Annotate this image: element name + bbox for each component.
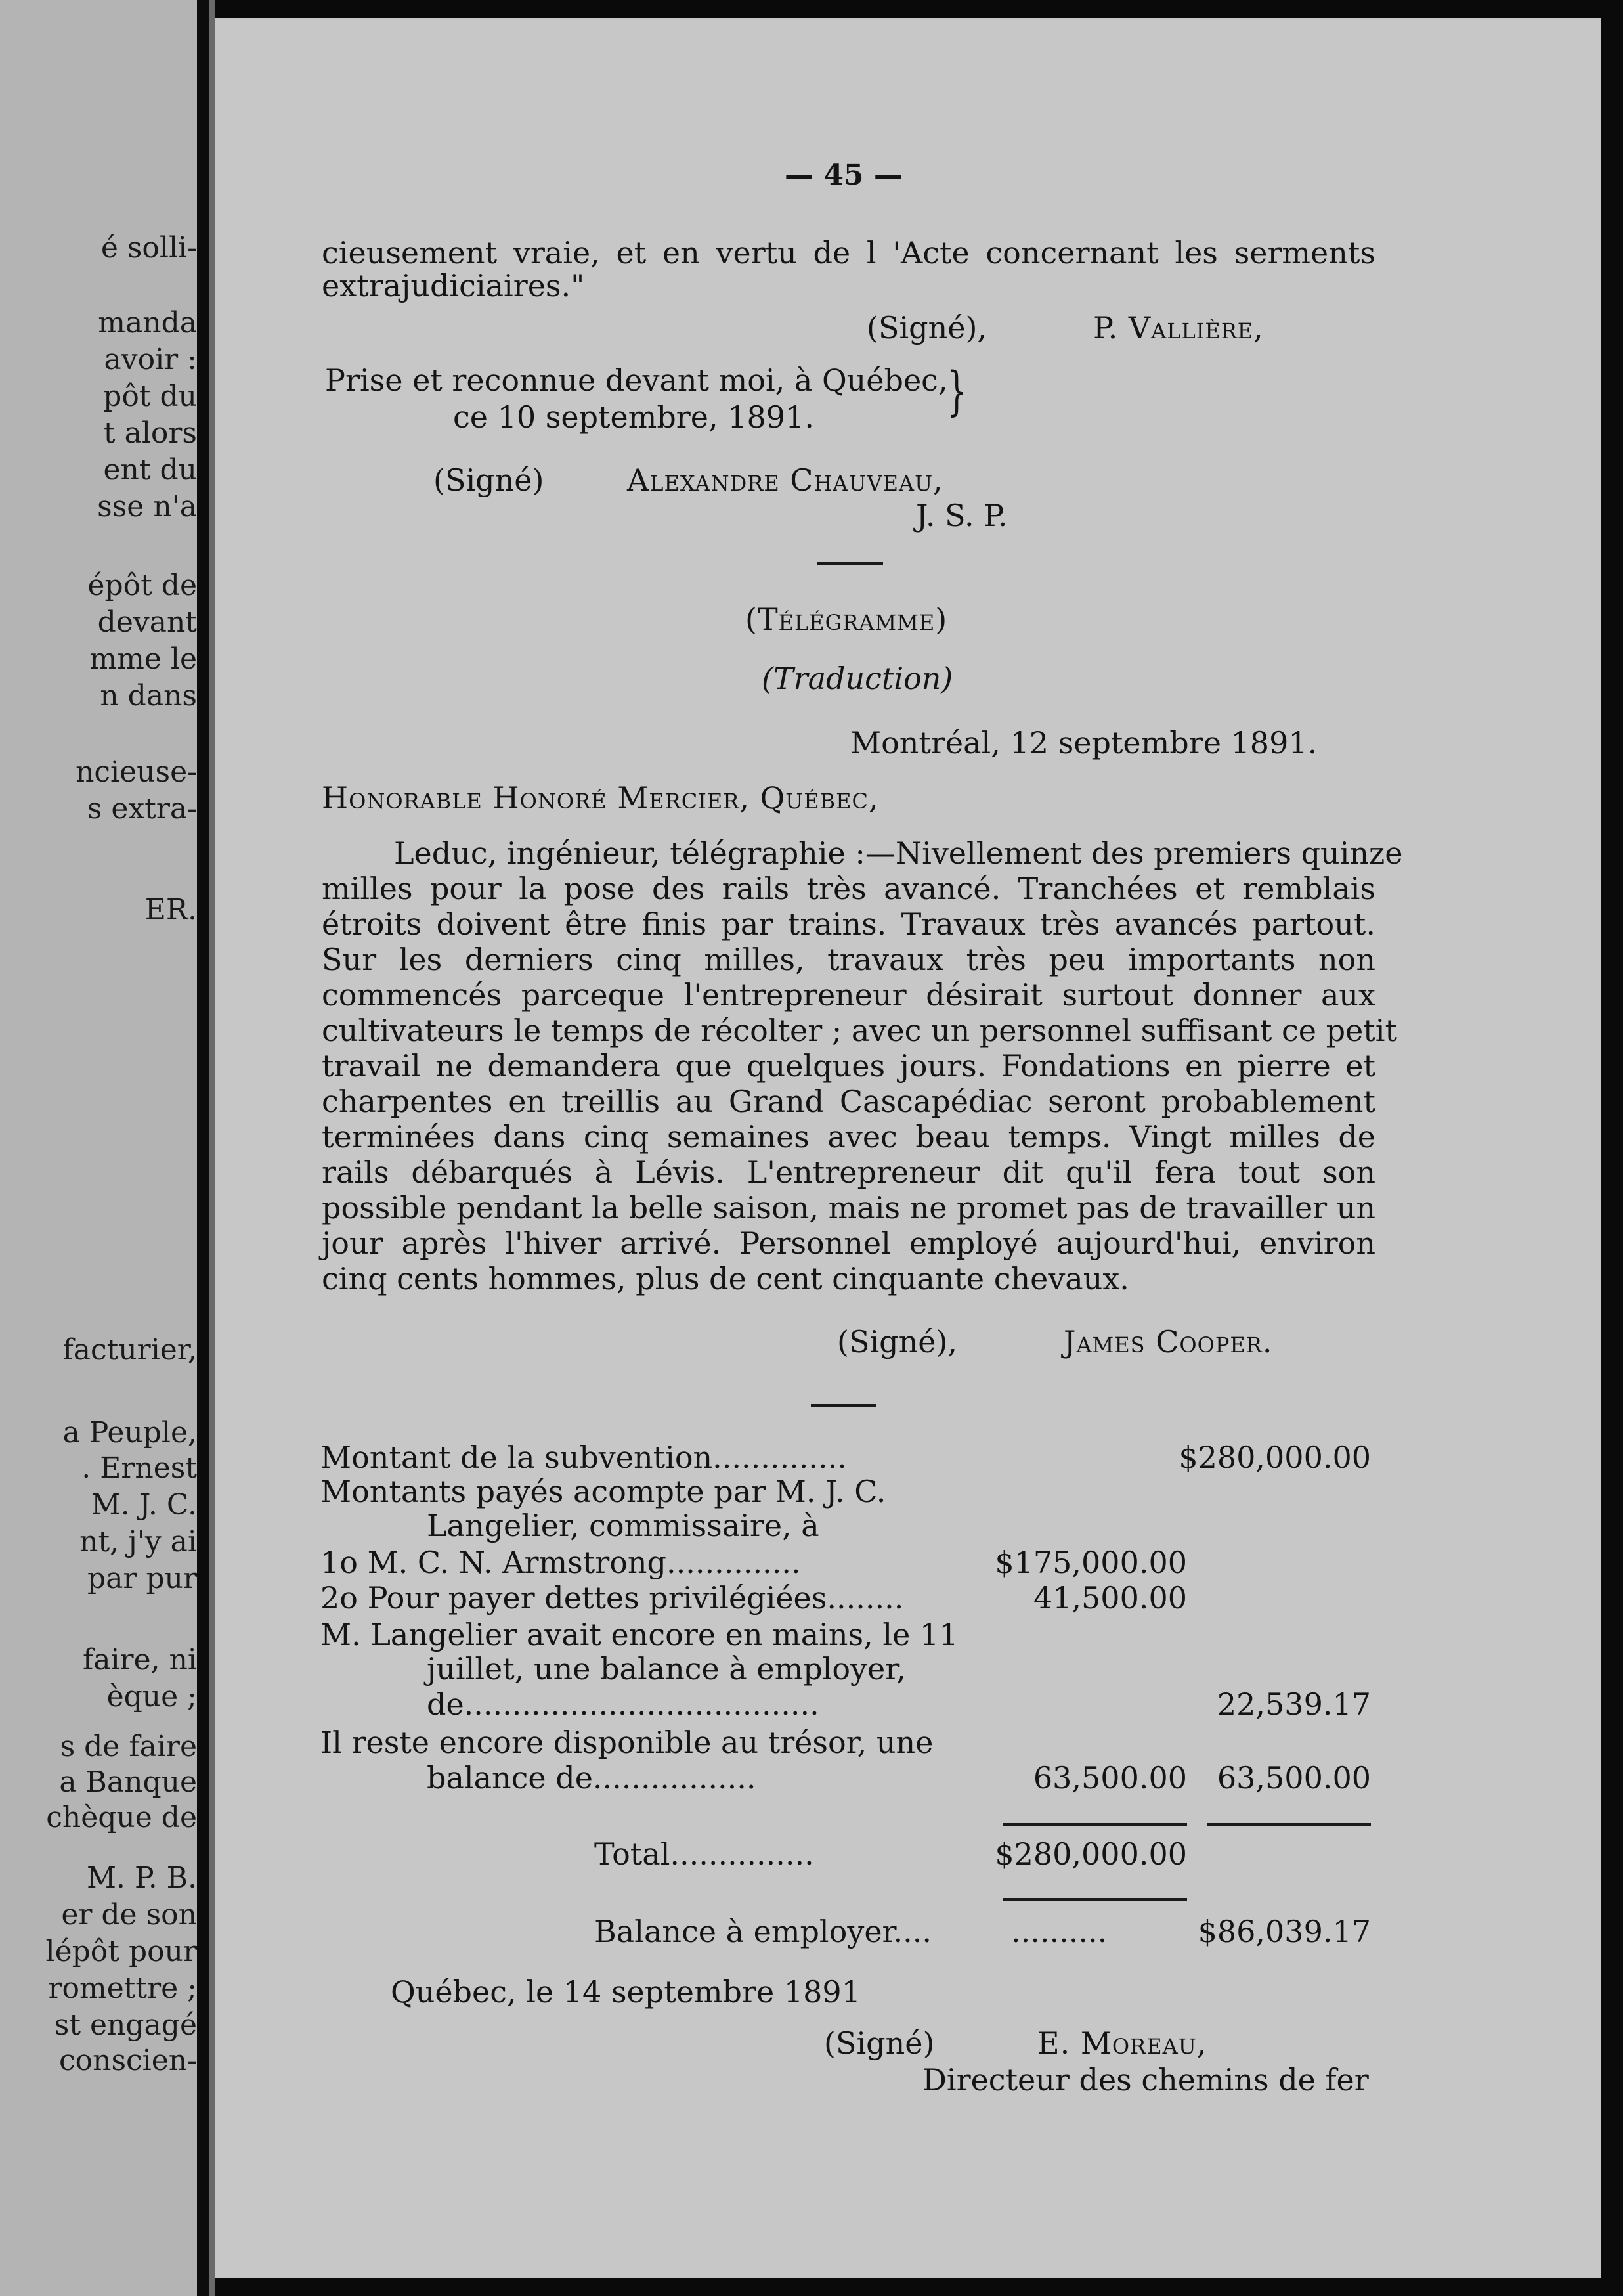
left-fragment-line: M. P. B. bbox=[86, 1861, 197, 1895]
closing-dateline: Québec, le 14 septembre 1891 bbox=[391, 1974, 861, 2010]
telegram-body-line: cultivateurs le temps de récolter ; avec un personnel suffisant ce petit bbox=[322, 1013, 1397, 1048]
account-label-cont: balance de................. bbox=[427, 1760, 756, 1796]
left-fragment-line: devant bbox=[97, 606, 197, 639]
telegram-body-line: possible pendant la belle saison, mais ne promet pas de travailler un bbox=[322, 1190, 1376, 1225]
telegram-body-line: commencés parceque l'entrepreneur désirait surtout donner aux bbox=[322, 977, 1375, 1013]
section-divider bbox=[817, 562, 883, 565]
telegram-subheading: (Traduction) bbox=[762, 661, 953, 696]
left-fragment-line: ncieuse- bbox=[76, 755, 197, 789]
left-fragment-line: s de faire bbox=[60, 1730, 197, 1763]
account-label: Montant de la subvention.............. bbox=[320, 1440, 847, 1475]
account-label: Il reste encore disponible au trésor, une bbox=[320, 1725, 934, 1760]
telegram-body-line: Leduc, ingénieur, télégraphie :—Nivellement des premiers quinze bbox=[394, 835, 1403, 871]
left-fragment-line: èque ; bbox=[106, 1680, 197, 1713]
telegram-body-line: charpentes en treillis au Grand Cascapédiac seront probablement bbox=[322, 1084, 1375, 1119]
left-page-fragment bbox=[0, 0, 197, 2296]
telegram-body-line: étroits doivent être finis par trains. Travaux très avancés partout. bbox=[322, 906, 1375, 942]
left-fragment-line: st engagé bbox=[54, 2008, 197, 2042]
account-label-cont: Langelier, commissaire, à bbox=[427, 1508, 819, 1543]
left-fragment-line: t alors bbox=[103, 416, 197, 450]
section-divider bbox=[811, 1404, 876, 1407]
left-fragment-line: facturier, bbox=[62, 1333, 197, 1367]
account-amount: 41,500.00 bbox=[1033, 1580, 1187, 1616]
scan-border-right bbox=[1601, 0, 1623, 2296]
account-label-cont: de..................................... bbox=[427, 1687, 819, 1722]
sworn-line: ce 10 septembre, 1891. bbox=[453, 399, 814, 435]
telegram-heading: (Télégramme) bbox=[745, 602, 948, 637]
account-label: 1o M. C. N. Armstrong.............. bbox=[320, 1545, 801, 1580]
signe-label: (Signé), bbox=[867, 310, 987, 345]
left-fragment-line: chèque de bbox=[46, 1801, 197, 1834]
oath-line: extrajudiciaires." bbox=[322, 268, 585, 303]
left-fragment-line: sse n'a bbox=[97, 490, 197, 523]
left-fragment-line: avoir : bbox=[104, 343, 197, 376]
account-amount: 63,500.00 bbox=[1033, 1760, 1187, 1796]
left-fragment-line: nt, j'y ai bbox=[79, 1525, 197, 1558]
left-fragment-line: é solli- bbox=[100, 231, 197, 265]
signatory-name: P. Vallière, bbox=[1093, 310, 1264, 345]
left-fragment-line: ent du bbox=[103, 453, 197, 487]
left-fragment-line: manda bbox=[98, 306, 197, 340]
account-label: M. Langelier avait encore en mains, le 11 bbox=[320, 1617, 959, 1652]
left-fragment-line: n dans bbox=[100, 679, 197, 713]
scan-border-top bbox=[215, 0, 1623, 18]
telegram-body-line: travail ne demandera que quelques jours. Fondations en pierre et bbox=[322, 1048, 1375, 1084]
telegram-body-line: milles pour la pose des rails très avancé. Tranchées et remblais bbox=[322, 871, 1375, 906]
page-number: — 45 — bbox=[785, 158, 903, 192]
sworn-line: Prise et reconnue devant moi, à Québec, bbox=[325, 363, 948, 398]
left-fragment-line: romettre ; bbox=[48, 1972, 197, 2005]
account-amount: $175,000.00 bbox=[995, 1545, 1187, 1580]
balance-amount: $86,039.17 bbox=[1198, 1914, 1371, 1949]
telegram-dateline: Montréal, 12 septembre 1891. bbox=[850, 725, 1318, 761]
signatory-name: Alexandre Chauveau, bbox=[627, 462, 943, 498]
left-fragment-line: faire, ni bbox=[82, 1643, 197, 1677]
oath-line: cieusement vraie, et en vertu de l 'Acte concernant les serments bbox=[322, 235, 1375, 271]
left-fragment-line: lépôt pour bbox=[45, 1935, 197, 1968]
signe-label: (Signé) bbox=[433, 462, 544, 498]
left-fragment-line: ER. bbox=[144, 893, 197, 927]
telegram-body-line: Sur les derniers cinq milles, travaux très peu importants non bbox=[322, 942, 1375, 977]
total-label: Total............... bbox=[594, 1836, 814, 1872]
left-fragment-line: s extra- bbox=[87, 792, 197, 826]
telegram-body-line: jour après l'hiver arrivé. Personnel employé aujourd'hui, environ bbox=[322, 1225, 1375, 1261]
left-fragment-line: er de son bbox=[61, 1898, 197, 1932]
balance-leader-dots: .......... bbox=[1011, 1914, 1108, 1949]
left-fragment-line: par pur bbox=[87, 1562, 197, 1595]
left-fragment-line: a Banque bbox=[59, 1765, 197, 1799]
signe-label: (Signé) bbox=[824, 2025, 935, 2061]
account-label: Montants payés acompte par M. J. C. bbox=[320, 1474, 886, 1509]
gutter-highlight bbox=[209, 0, 215, 2296]
balance-label: Balance à employer.... bbox=[594, 1914, 932, 1949]
total-amount: $280,000.00 bbox=[995, 1836, 1187, 1872]
left-fragment-line: a Peuple, bbox=[62, 1416, 197, 1449]
account-amount: 63,500.00 bbox=[1217, 1760, 1371, 1796]
left-fragment-line: conscien- bbox=[58, 2044, 197, 2077]
signatory-name: E. Moreau, bbox=[1037, 2025, 1207, 2061]
telegram-addressee: Honorable Honoré Mercier, Québec, bbox=[322, 780, 879, 816]
account-label-cont: juillet, une balance à employer, bbox=[427, 1651, 906, 1687]
signe-label: (Signé), bbox=[837, 1324, 958, 1359]
signatory-title: Directeur des chemins de fer bbox=[922, 2062, 1369, 2098]
sum-rule bbox=[1003, 1898, 1187, 1901]
telegram-body-line: terminées dans cinq semaines avec beau temps. Vingt milles de bbox=[322, 1119, 1375, 1155]
account-amount: $280,000.00 bbox=[1179, 1440, 1371, 1475]
left-fragment-line: pôt du bbox=[103, 380, 197, 413]
sum-rule bbox=[1003, 1823, 1187, 1826]
left-fragment-line: . Ernest bbox=[81, 1451, 197, 1485]
left-fragment-line: mme le bbox=[89, 642, 197, 676]
scan-border-bottom bbox=[215, 2278, 1623, 2296]
signatory-name: James Cooper. bbox=[1064, 1324, 1273, 1359]
left-fragment-line: épôt de bbox=[87, 569, 197, 602]
telegram-body-line: rails débarqués à Lévis. L'entrepreneur dit qu'il fera tout son bbox=[322, 1155, 1375, 1190]
telegram-body-line: cinq cents hommes, plus de cent cinquante chevaux. bbox=[322, 1261, 1129, 1296]
signatory-title: J. S. P. bbox=[916, 498, 1008, 533]
account-label: 2o Pour payer dettes privilégiées........ bbox=[320, 1580, 904, 1616]
account-amount: 22,539.17 bbox=[1217, 1687, 1371, 1722]
sum-rule bbox=[1207, 1823, 1371, 1826]
left-fragment-line: M. J. C. bbox=[91, 1488, 197, 1522]
brace-glyph: } bbox=[947, 361, 967, 422]
